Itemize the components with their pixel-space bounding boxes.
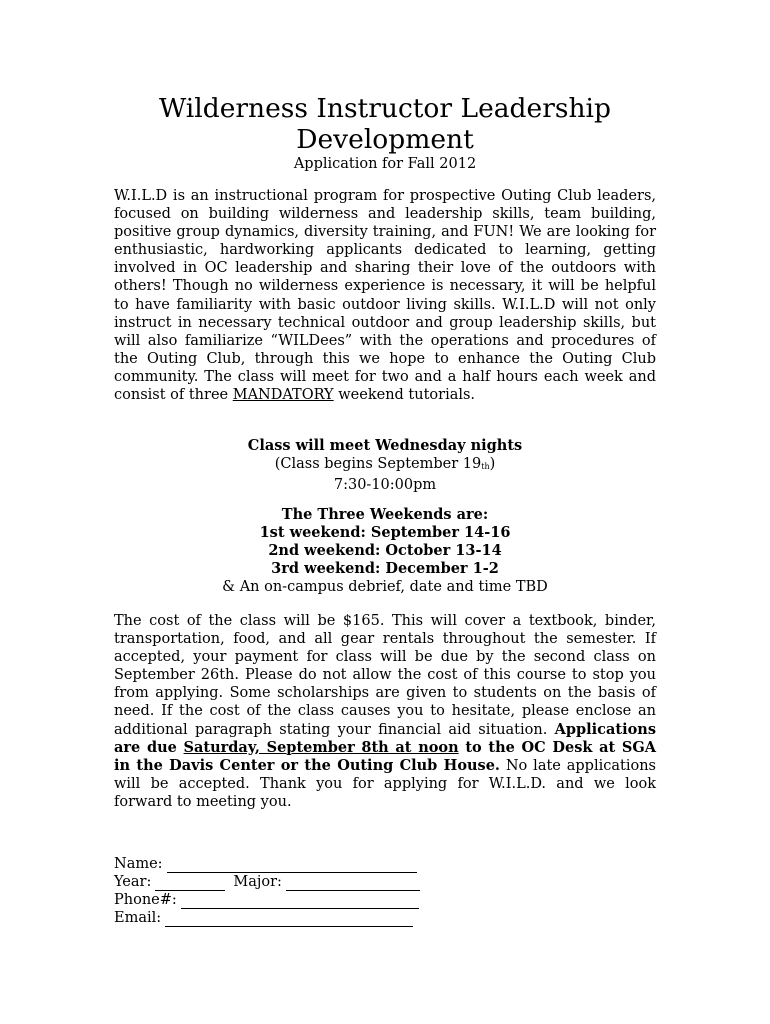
intro-text-end: weekend tutorials. — [333, 387, 476, 404]
document-title — [114, 93, 656, 155]
email-field[interactable] — [165, 912, 413, 927]
class-begins — [114, 455, 656, 476]
intro-paragraph — [114, 187, 656, 404]
ordinal-suffix: th — [481, 462, 490, 471]
mandatory-emphasis: MANDATORY — [232, 387, 334, 404]
deadline-location: to the OC Desk at SGA in the Davis Center or the Outing Club House. — [114, 738, 656, 774]
weekend-3: 3rd weekend: December 1-2 — [271, 560, 499, 577]
email-label: Email: — [114, 910, 162, 926]
weekend-2: 2nd weekend: October 13-14 — [268, 542, 502, 559]
intro-text: W.I.L.D is an instructional program for prospective Outing Club leaders, focused on building wilderness and leadership skills, team building, positive group dynamics, diversity training, and FUN! We are looking for enthusiastic, hardworking applicants dedicated to learning, getting involved in OC leadership and sharing their love of the outdoors with others! Though no wilderness experience is necessary, it will be helpful to have familiarity with basic outdoor living skills. W.I.L.D will not only instruct in necessary technical outdoor and group leadership skills, but will also familiarize “WILDees” with the operations and procedures of the Outing Club, through this we hope to enhance the Outing Club community. The class will meet for two and a half hours each week and consist of three — [114, 188, 656, 404]
title-line-1: Wilderness Instructor Leadership — [159, 93, 611, 124]
deadline-text: Applications are due — [114, 720, 656, 756]
major-field[interactable] — [286, 876, 420, 891]
name-label: Name: — [114, 856, 163, 872]
year-label: Year: — [114, 874, 152, 890]
document-subtitle: Application for Fall 2012 — [293, 156, 477, 172]
applicant-form — [114, 855, 444, 927]
year-field[interactable] — [155, 876, 225, 891]
phone-row — [114, 891, 444, 909]
cost-text: The cost of the class will be $165. This will cover a textbook, binder, transportation, food, and all gear rentals throughout the semester. If accepted, your payment for class will be due by the second class on September 26th. Please do not allow the cost of this course to stop you from applying. Some scholarships are given to students on the basis of need. If the cost of the class causes you to hesitate, please enclose an additional paragraph stating your financial aid situation. — [114, 613, 656, 738]
debrief-note: & An on-campus debrief, date and time TBD — [222, 579, 548, 595]
name-row — [114, 855, 444, 873]
closing-text: No late applications will be accepted. Thank you for applying for W.I.L.D. and we look forward to meeting you. — [114, 757, 656, 810]
weekends-heading: The Three Weekends are: — [281, 506, 489, 523]
class-schedule — [114, 437, 656, 494]
class-begins-close: ) — [489, 456, 496, 472]
class-heading: Class will meet Wednesday nights — [247, 437, 523, 454]
major-label: Major: — [233, 874, 282, 890]
name-field[interactable] — [167, 858, 417, 873]
phone-label: Phone#: — [114, 892, 177, 908]
class-time: 7:30-10:00pm — [333, 477, 437, 493]
class-begins-text: (Class begins September 19 — [274, 456, 482, 472]
deadline-date: Saturday, September 8th at noon — [183, 738, 459, 756]
year-major-row — [114, 873, 444, 891]
weekend-1: 1st weekend: September 14-16 — [259, 524, 511, 541]
title-line-2: Development — [296, 124, 474, 155]
phone-field[interactable] — [181, 894, 419, 909]
weekends-list — [114, 506, 656, 596]
cost-paragraph — [114, 612, 656, 811]
email-row — [114, 909, 444, 927]
